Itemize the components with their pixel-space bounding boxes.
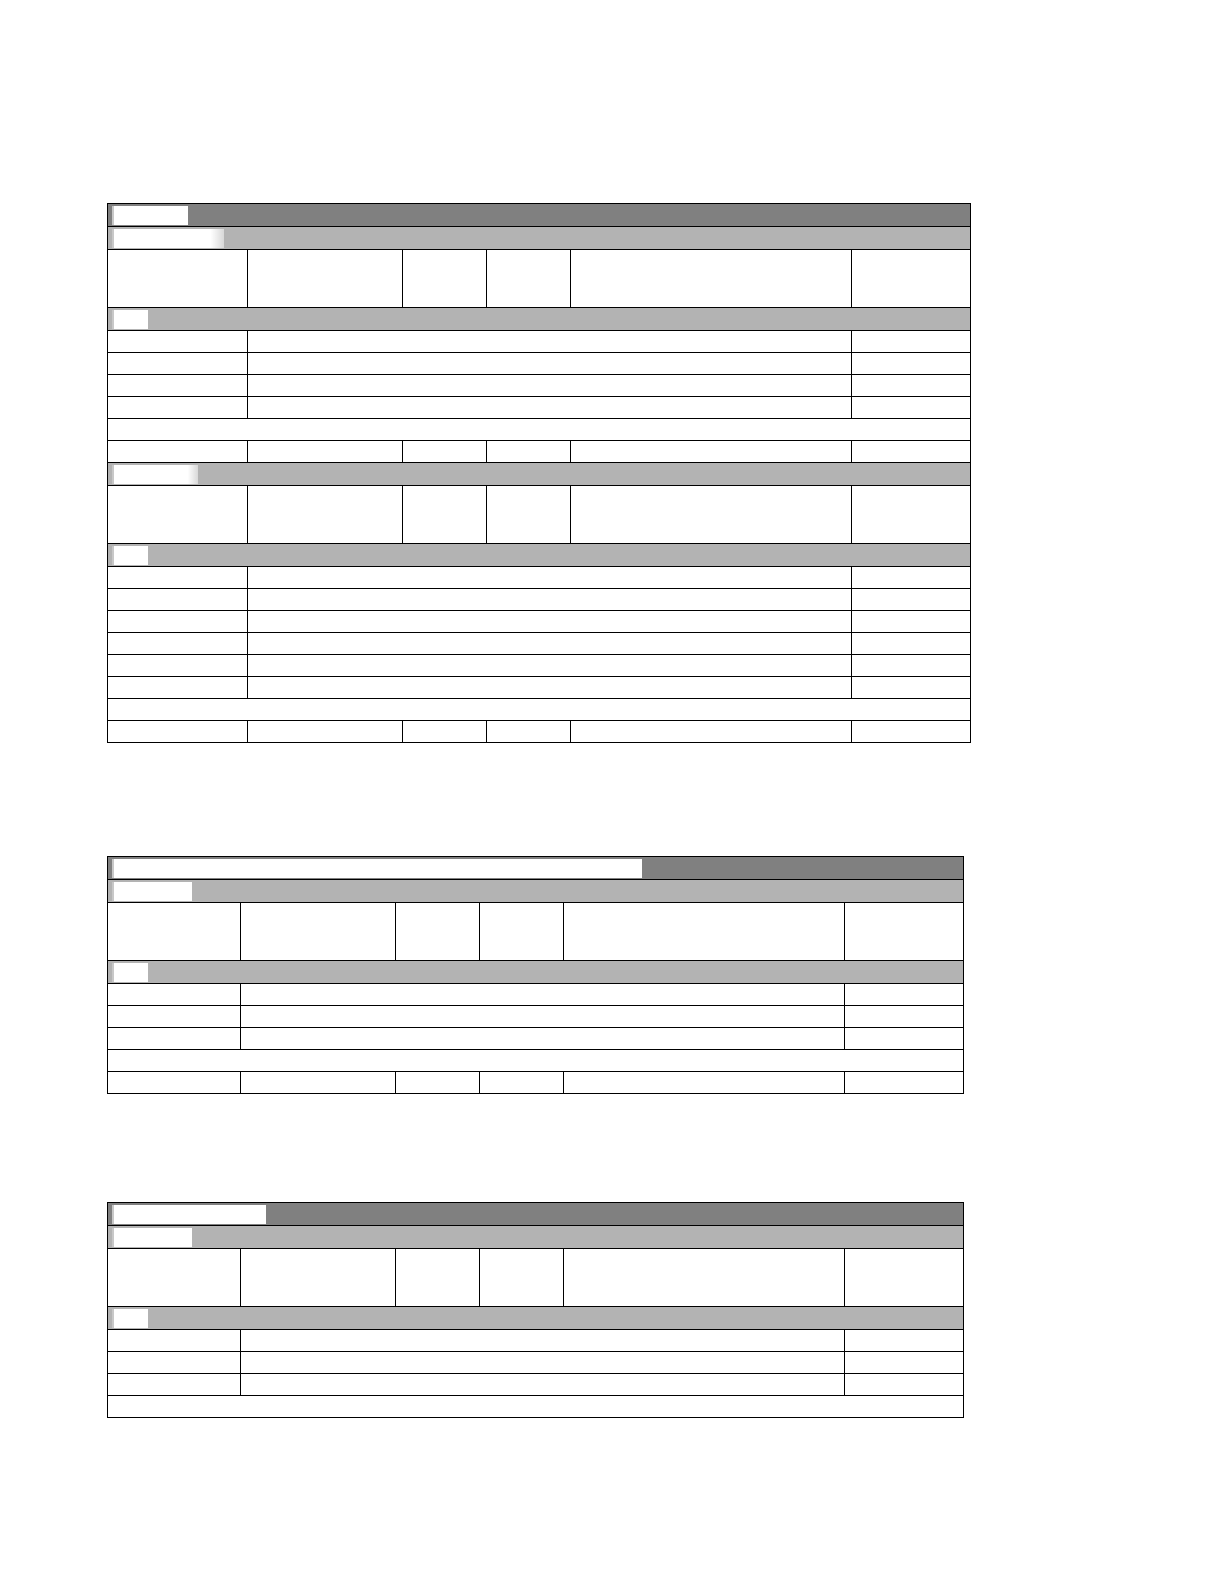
title-tab (112, 859, 642, 878)
subsection-tab (112, 546, 148, 565)
subsection-tab (112, 1309, 148, 1328)
section-header (108, 463, 970, 486)
column-header-row (108, 903, 963, 961)
title-tab (112, 1205, 266, 1224)
table-row (108, 1006, 963, 1028)
column-header-row (108, 1249, 963, 1307)
table-row (108, 567, 970, 589)
spacer-row (108, 1050, 963, 1072)
table-title-bar (108, 204, 970, 227)
table-row (108, 611, 970, 633)
table-row (108, 331, 970, 353)
table-row (108, 353, 970, 375)
form-table-1 (107, 203, 971, 743)
subsection-header (108, 1307, 963, 1330)
table-row (108, 1330, 963, 1352)
table-row (108, 1352, 963, 1374)
column-header-row (108, 250, 970, 308)
spacer-row (108, 699, 970, 721)
table-row (108, 589, 970, 611)
section-tab (112, 229, 224, 248)
table-row (108, 655, 970, 677)
table-row (108, 375, 970, 397)
table-row (108, 1028, 963, 1050)
section-header (108, 1226, 963, 1249)
table-title-bar (108, 1203, 963, 1226)
total-row (108, 1072, 963, 1094)
column-header-row (108, 486, 970, 544)
section-header (108, 227, 970, 250)
table-row (108, 397, 970, 419)
table-row (108, 1374, 963, 1396)
subsection-header (108, 961, 963, 984)
table-row (108, 633, 970, 655)
section-tab (112, 882, 192, 901)
table-row (108, 677, 970, 699)
subsection-header (108, 544, 970, 567)
spacer-row (108, 1396, 963, 1418)
section-header (108, 880, 963, 903)
spacer-row (108, 419, 970, 441)
table-row (108, 984, 963, 1006)
section-tab (112, 1228, 192, 1247)
subsection-header (108, 308, 970, 331)
subsection-tab (112, 310, 148, 329)
section-tab (112, 465, 198, 484)
subsection-tab (112, 963, 148, 982)
table-title-bar (108, 857, 963, 880)
form-table-2 (107, 856, 964, 1094)
total-row (108, 721, 970, 743)
title-tab (112, 206, 188, 225)
total-row (108, 441, 970, 463)
form-table-3 (107, 1202, 964, 1418)
